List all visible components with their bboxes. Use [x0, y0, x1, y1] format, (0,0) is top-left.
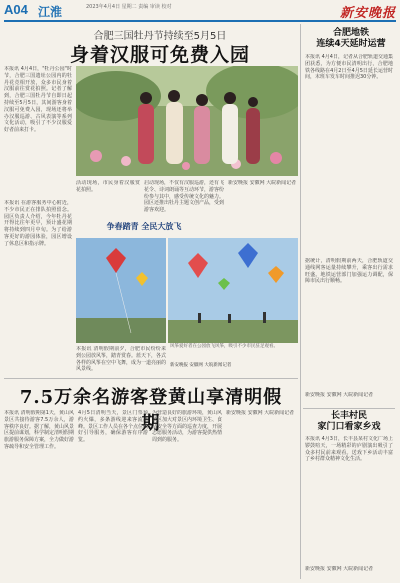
right-column: [300, 24, 397, 579]
lead-body-col-3: 启动现场，不仅有汉服巡游，还有飞花令、诗词朗诵等互动环节，游客纷纷参与其中，感受传统文化的魅力。园区还推出牡丹主题文创产品，受到游客欢迎。: [144, 180, 224, 214]
kite-section-title: 争春踏青 全民大放飞: [106, 222, 182, 231]
masthead: [4, 2, 396, 22]
kite-body: 本报讯 清明假期前夕，合肥市民纷纷来到公园放风筝，踏青赏春。蓝天下，各式各样的风筝在空中飞舞，成为一道亮丽的风景线。: [76, 346, 166, 373]
opera-body: 本报讯 4月3日，长丰县某村文化广场上锣鼓喧天，一场精彩的庐剧演出吸引了众多村民前来观看。送戏下乡活动丰富了乡村群众精神文化生活。: [305, 436, 393, 463]
metro-body-2: 据统计，清明假期前两天，合肥轨道交通线网客运量持续攀升，乘客出行需求旺盛。地铁运营部门加强运力调配，保障市民出行顺畅。: [305, 258, 393, 285]
paper-logo: 新安晚报: [339, 6, 396, 21]
huangshan-headline: 7.5万余名游客登黄山享清明假期: [19, 387, 283, 434]
section-name: 江淮: [38, 5, 63, 19]
huangshan-body-2: 4月5日清明当天，景区门票预约火爆，多条游线迎来客流高峰。景区工作人员在各个点位做好引导服务，确保游客有序游览。: [78, 410, 148, 444]
opera-credit: 新安晚报 安徽网 大皖新闻记者: [305, 566, 374, 572]
huangshan-body-1: 本报讯 清明假期第1天，黄山风景区共接待游客7.5万余人，游客秩序良好。据了解，黄山风景区提前谋划，科学制定清明假期旅游服务保障方案，全力做好游客疏导和安全管理工作。: [4, 410, 74, 450]
section-number: A04: [4, 2, 28, 17]
lead-kicker: 合肥三国牡丹节持续至5月5日: [93, 31, 227, 42]
lead-headline: 身着汉服可免费入园: [69, 44, 250, 66]
lead-body-col-1: 本报讯 4月4日，"牡丹公园"时节，合肥三国遗址公园内的牡丹花竞相开放，众多市民身着汉服前往赏花拍照。记者了解到，合肥三国牡丹节自即日起持续至5月5日，其间游客身着汉服可免费入园，现场还将举办汉服巡游、古风表演等系列文化活动，吸引了不少汉服爱好者前来打卡。: [4, 66, 72, 134]
metro-body-1: 本报讯 4月4日，记者从合肥轨道交通集团获悉，为方便市民清明出行，合肥地铁各线路在4月2日至4月5日延长运营时间，末班车发车时间推迟30分钟。: [305, 54, 393, 81]
kite-photo-left: [76, 238, 166, 343]
lead-credit: 新安晚报 安徽网 大皖新闻记者: [228, 180, 297, 186]
lead-photo-caption: 活动现场，市民身着汉服赏花拍照。: [76, 180, 140, 193]
metro-headline: 合肥地铁 连续4天延时运营: [316, 28, 386, 49]
metro-credit: 新安晚报 安徽网 大皖新闻记者: [305, 392, 374, 398]
date-line: 2023年4月4日 星期二 责编 审读 校对: [86, 4, 172, 10]
kite-credit: 新安晚报 安徽网 大皖新闻记者: [170, 363, 232, 368]
kite-photo-caption: 风筝爱好者在公园放飞风筝，吸引不少市民驻足观看。: [170, 344, 278, 349]
right-divider: [303, 408, 395, 409]
kite-photo-right: [168, 238, 298, 343]
opera-headline: 长丰村民 家门口看家乡戏: [317, 411, 381, 432]
hanfu-photo: [76, 66, 298, 176]
huangshan-body-3: 为营造良好的旅游环境，黄山风景区加大对景区内环境卫生、食品安全等方面的巡查力度，开展志愿服务活动，为游客提供热情周到的服务。: [152, 410, 222, 444]
lead-body-col-1b: 本报讯 在游客服务中心附近，不少市民正在排队拍照留念。园区负责人介绍，今年牡丹花开得比往年更早，预计盛花期将持续到四月中旬。为了给游客更好的游园体验，园区增设了休息区和指示牌。: [4, 200, 72, 247]
huangshan-credit: 新安晚报 安徽网 大皖新闻记者: [226, 410, 295, 416]
section-divider: [4, 378, 298, 379]
